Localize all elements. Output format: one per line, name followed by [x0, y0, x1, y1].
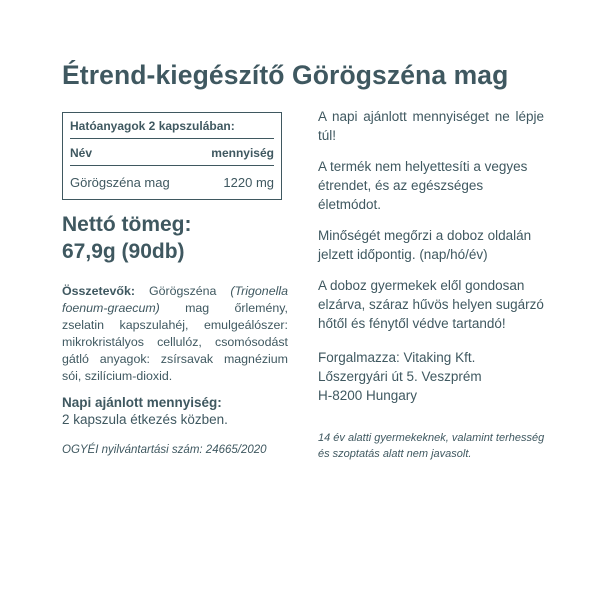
registration-number: OGYÉI nyilvántartási szám: 24665/2020: [62, 444, 267, 456]
warning-text: 14 év alatti gyermekeknek, valamint terhesség és szoptatás alatt nem javasolt.: [318, 432, 545, 460]
note-dosage-warning: A napi ajánlott mennyiséget ne lépje túl!: [318, 109, 544, 143]
net-weight-value: 67,9g (90db): [62, 240, 185, 263]
ingredients-text-before: Görögszéna: [135, 284, 231, 298]
table-row: [70, 166, 274, 199]
dosage-label: Napi ajánlott mennyiség:: [62, 395, 222, 410]
column-name: Név: [70, 146, 93, 160]
distributor-line-2: Lőszergyári út 5. Veszprém: [318, 369, 482, 384]
distributor: [318, 348, 544, 405]
note-storage: A doboz gyermekek elől gondosan elzárva, száraz hűvös helyen sugárzó hőtől és fénytől védve tartandó!: [318, 278, 544, 331]
table-header: Hatóanyagok 2 kapszulában:: [70, 113, 274, 139]
note-diet: A termék nem helyettesíti a vegyes étrendet, és az egészséges életmódot.: [318, 159, 528, 212]
daily-dosage: [62, 394, 288, 428]
distributor-line-1: Forgalmazza: Vitaking Kft.: [318, 350, 476, 365]
ingredient-name: Görögszéna mag: [70, 175, 170, 190]
active-ingredients-table: [62, 112, 282, 200]
notes-column: [318, 107, 544, 417]
product-title: Étrend-kiegészítő Görögszéna mag: [62, 60, 509, 90]
note-shelf-life: Minőségét megőrzi a doboz oldalán jelzett időpontig. (nap/hó/év): [318, 228, 532, 262]
net-weight: [62, 211, 192, 265]
dosage-text: 2 kapszula étkezés közben.: [62, 412, 228, 427]
distributor-line-3: H-8200 Hungary: [318, 388, 418, 403]
net-weight-label: Nettó tömeg:: [62, 213, 192, 236]
table-column-headers: [70, 139, 274, 166]
ingredients-latin-name: (Trigonella foenum-graecum): [62, 284, 288, 315]
ingredients-text-after: mag őrlemény, zselatin kapszulahéj, emulgeálószer: mikrokristályos cellulóz, csomósodást gátló anyagok: zsírsavak magnézium sói, szilícium-dioxid.: [62, 301, 288, 383]
column-amount: mennyiség: [211, 146, 274, 160]
ingredients-label: Összetevők:: [62, 284, 136, 298]
ingredients-list: [62, 283, 288, 385]
ingredient-amount: 1220 mg: [223, 175, 274, 190]
